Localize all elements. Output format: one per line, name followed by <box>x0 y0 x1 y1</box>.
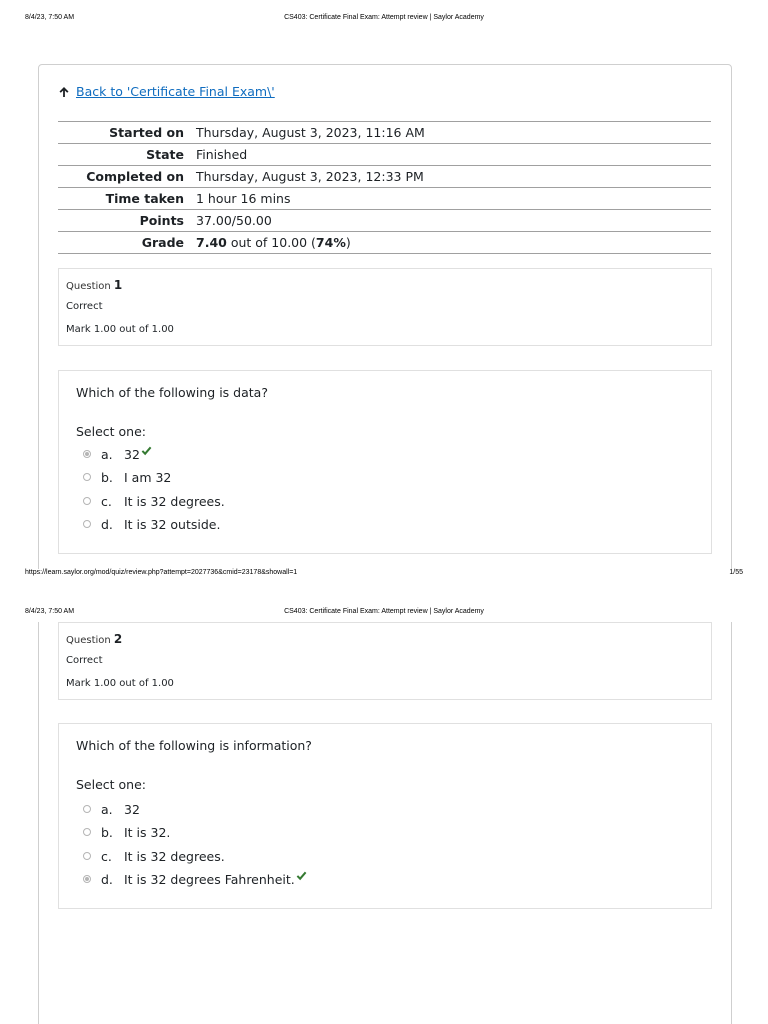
summary-row <box>58 188 711 210</box>
question-content-1 <box>58 370 712 554</box>
print-doc-title: CS403: Certificate Final Exam: Attempt review | Saylor Academy <box>284 608 484 615</box>
summary-value: Thursday, August 3, 2023, 11:16 AM <box>196 125 425 140</box>
answer-option-c[interactable] <box>83 846 225 866</box>
option-letter: c. <box>101 848 112 864</box>
option-text: 32 <box>124 801 140 817</box>
option-letter: a. <box>101 801 113 817</box>
question-info-1 <box>58 268 712 346</box>
answer-option-c[interactable] <box>83 491 225 511</box>
question-state: Correct <box>66 655 103 666</box>
arrow-up-icon <box>58 86 70 98</box>
summary-value: Finished <box>196 147 248 162</box>
question-mark: Mark 1.00 out of 1.00 <box>66 324 174 335</box>
question-info-2 <box>58 622 712 700</box>
summary-row <box>58 210 711 232</box>
summary-label: Started on <box>109 125 184 140</box>
radio-button[interactable] <box>83 828 91 836</box>
summary-value: 37.00/50.00 <box>196 213 272 228</box>
question-state: Correct <box>66 301 103 312</box>
answer-option-a[interactable] <box>83 799 140 819</box>
question-text: Which of the following is data? <box>76 385 268 400</box>
radio-button[interactable] <box>83 852 91 860</box>
answer-option-b[interactable] <box>83 467 171 487</box>
option-letter: c. <box>101 493 112 509</box>
select-one-prompt: Select one: <box>76 424 147 439</box>
radio-button[interactable] <box>83 875 91 883</box>
question-number: Question 2 <box>66 632 123 646</box>
option-letter: d. <box>101 871 113 887</box>
option-letter: a. <box>101 446 113 462</box>
summary-row <box>58 122 711 144</box>
option-text: It is 32. <box>124 824 171 840</box>
answer-option-a[interactable] <box>83 444 152 464</box>
grade-close: ) <box>345 235 351 250</box>
summary-label: State <box>146 147 184 162</box>
option-letter: d. <box>101 516 113 532</box>
question-mark: Mark 1.00 out of 1.00 <box>66 678 174 689</box>
summary-label: Time taken <box>105 191 184 206</box>
back-to-quiz-link[interactable] <box>58 84 275 99</box>
select-one-prompt: Select one: <box>76 777 147 792</box>
summary-row <box>58 144 711 166</box>
question-text: Which of the following is information? <box>76 738 312 753</box>
correct-check-icon <box>141 445 152 456</box>
back-link-label: Back to 'Certificate Final Exam\' <box>76 84 275 99</box>
option-letter: b. <box>101 469 113 485</box>
print-page-number: 1/55 <box>729 569 743 576</box>
summary-label: Completed on <box>86 169 184 184</box>
option-text: It is 32 outside. <box>124 516 221 532</box>
attempt-summary-table <box>58 121 711 254</box>
question-number: Question 1 <box>66 278 123 292</box>
grade-out-of: out of 10.00 ( <box>226 235 316 250</box>
print-footer <box>0 569 768 576</box>
summary-row <box>58 232 711 254</box>
summary-label: Grade <box>141 235 184 250</box>
summary-label: Points <box>139 213 184 228</box>
option-text: It is 32 degrees. <box>124 493 225 509</box>
print-datetime: 8/4/23, 7:50 AM <box>25 14 75 21</box>
correct-check-icon <box>296 870 307 881</box>
grade-percent: 74% <box>315 235 346 250</box>
answer-option-d[interactable] <box>83 869 307 889</box>
question-content-2 <box>58 723 712 909</box>
print-url: https://learn.saylor.org/mod/quiz/review.php?attempt=2027736&cmid=23178&showall=1 <box>25 569 298 576</box>
grade-score: 7.40 <box>196 235 227 250</box>
radio-button[interactable] <box>83 805 91 813</box>
option-letter: b. <box>101 824 113 840</box>
option-text: It is 32 degrees. <box>124 848 225 864</box>
answer-option-d[interactable] <box>83 514 220 534</box>
answer-option-b[interactable] <box>83 822 170 842</box>
summary-value: Thursday, August 3, 2023, 12:33 PM <box>196 169 424 184</box>
option-text: 32 <box>124 446 140 462</box>
radio-button[interactable] <box>83 497 91 505</box>
radio-button[interactable] <box>83 450 91 458</box>
summary-row <box>58 166 711 188</box>
print-doc-title: CS403: Certificate Final Exam: Attempt review | Saylor Academy <box>284 14 484 21</box>
option-text: It is 32 degrees Fahrenheit. <box>124 871 295 887</box>
radio-button[interactable] <box>83 473 91 481</box>
summary-value: 1 hour 16 mins <box>196 191 291 206</box>
print-page-2 <box>0 606 768 1024</box>
option-text: I am 32 <box>124 469 172 485</box>
grade-value <box>192 232 711 254</box>
print-datetime: 8/4/23, 7:50 AM <box>25 608 75 615</box>
radio-button[interactable] <box>83 520 91 528</box>
